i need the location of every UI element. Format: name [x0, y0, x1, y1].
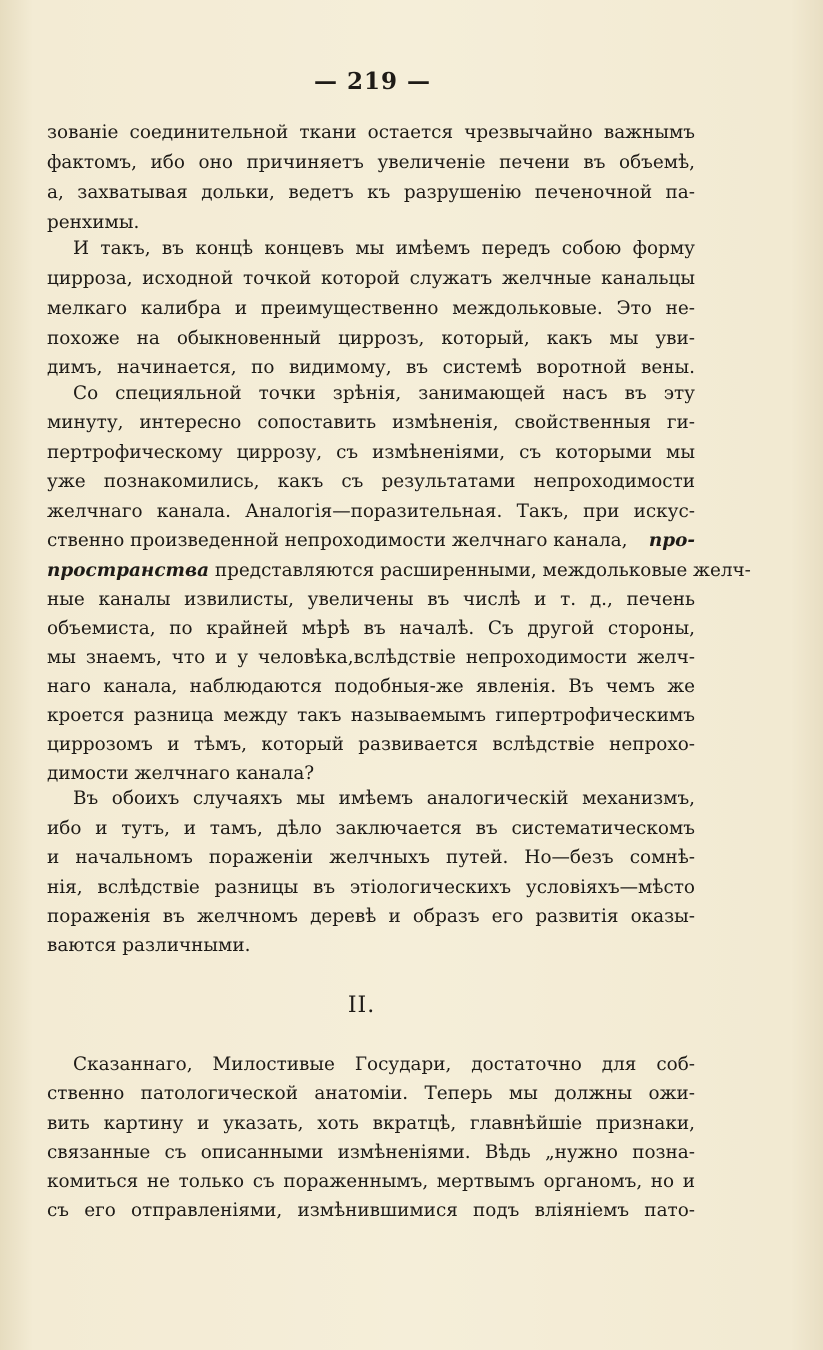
text-line: Сказаннаго, Милостивые Государи, достаточно для соб- — [73, 1054, 695, 1075]
text-line: пертрофическому циррозу, съ измѣненіями, съ которыми мы — [47, 442, 695, 463]
text-line: комиться не только съ пораженнымъ, мертвымъ органомъ, но и — [47, 1171, 695, 1192]
section-heading: II. — [347, 993, 376, 1018]
text-line: ваются различными. — [47, 935, 251, 956]
line-text: представляются расширенными, междольковые желч- — [214, 560, 751, 581]
text-line: пораженія въ желчномъ деревѣ и образъ его развитія оказы- — [47, 906, 695, 927]
text-line: объемиста, по крайней мѣрѣ въ началѣ. Съ другой стороны, — [47, 618, 695, 639]
text-line: ренхимы. — [47, 212, 140, 233]
text-line: съ его отправленіями, измѣнившимися подъ вліяніемъ пато- — [47, 1200, 695, 1221]
text-line: димъ, начинается, по видимому, въ системѣ воротной вены. — [47, 357, 695, 378]
text-line: Въ обоихъ случаяхъ мы имѣемъ аналогическій механизмъ, — [73, 788, 695, 809]
text-line: вить картину и указать, хоть вкратцѣ, главнѣйшіе признаки, — [47, 1113, 695, 1134]
italic-term: про- — [648, 530, 695, 551]
text-line: ибо и тутъ, и тамъ, дѣло заключается въ систематическомъ — [47, 818, 695, 839]
text-line: фактомъ, ибо оно причиняетъ увеличеніе печени въ объемѣ, — [47, 152, 695, 173]
text-line: а, захватывая дольки, ведетъ къ разрушенію печеночной па- — [47, 182, 695, 203]
text-line: ственно патологической анатоміи. Теперь мы должны ожи- — [47, 1083, 695, 1104]
text-line: кроется разница между такъ называемымъ гипертрофическимъ — [47, 705, 695, 726]
text-line: и начальномъ пораженіи желчныхъ путей. Но—безъ сомнѣ- — [47, 847, 695, 868]
text-line: димости желчнаго канала? — [47, 763, 315, 784]
text-line: желчнаго канала. Аналогія—поразительная. Такъ, при искус- — [47, 501, 695, 522]
text-line: мы знаемъ, что и у человѣка,вслѣдствіе непроходимости желч- — [47, 647, 695, 668]
page-number: — 219 — — [313, 68, 432, 95]
text-line: циррозомъ и тѣмъ, который развивается вслѣдствіе непрохо- — [47, 734, 695, 755]
text-line: наго канала, наблюдаются подобныя-же явленія. Въ чемъ же — [47, 676, 695, 697]
text-line: зованіе соединительной ткани остается чрезвычайно важнымъ — [47, 122, 695, 143]
text-line: уже познакомились, какъ съ результатами непроходимости — [47, 471, 695, 492]
text-line: похоже на обыкновенный циррозъ, который, какъ мы уви- — [47, 328, 695, 349]
italic-term: пространства — [47, 560, 209, 581]
text-line: мелкаго калибра и преимущественно междольковые. Это не- — [47, 298, 695, 319]
text-line — [47, 526, 695, 556]
text-line: цирроза, исходной точкой которой служатъ желчные канальцы — [47, 268, 695, 289]
text-line — [47, 556, 751, 586]
text-line: ные каналы извилисты, увеличены въ числѣ и т. д., печень — [47, 589, 695, 610]
line-text: ственно произведенной непроходимости желчнаго канала, — [47, 530, 628, 551]
text-line: Со специяльной точки зрѣнія, занимающей насъ въ эту — [73, 383, 695, 404]
text-line: нія, вслѣдствіе разницы въ этіологическихъ условіяхъ—мѣсто — [47, 877, 695, 898]
text-line: И такъ, въ концѣ концевъ мы имѣемъ передъ собою форму — [73, 238, 695, 259]
text-line: связанные съ описанными измѣненіями. Вѣдь „нужно позна- — [47, 1142, 695, 1163]
text-line: минуту, интересно сопоставить измѣненія, свойственныя ги- — [47, 412, 695, 433]
